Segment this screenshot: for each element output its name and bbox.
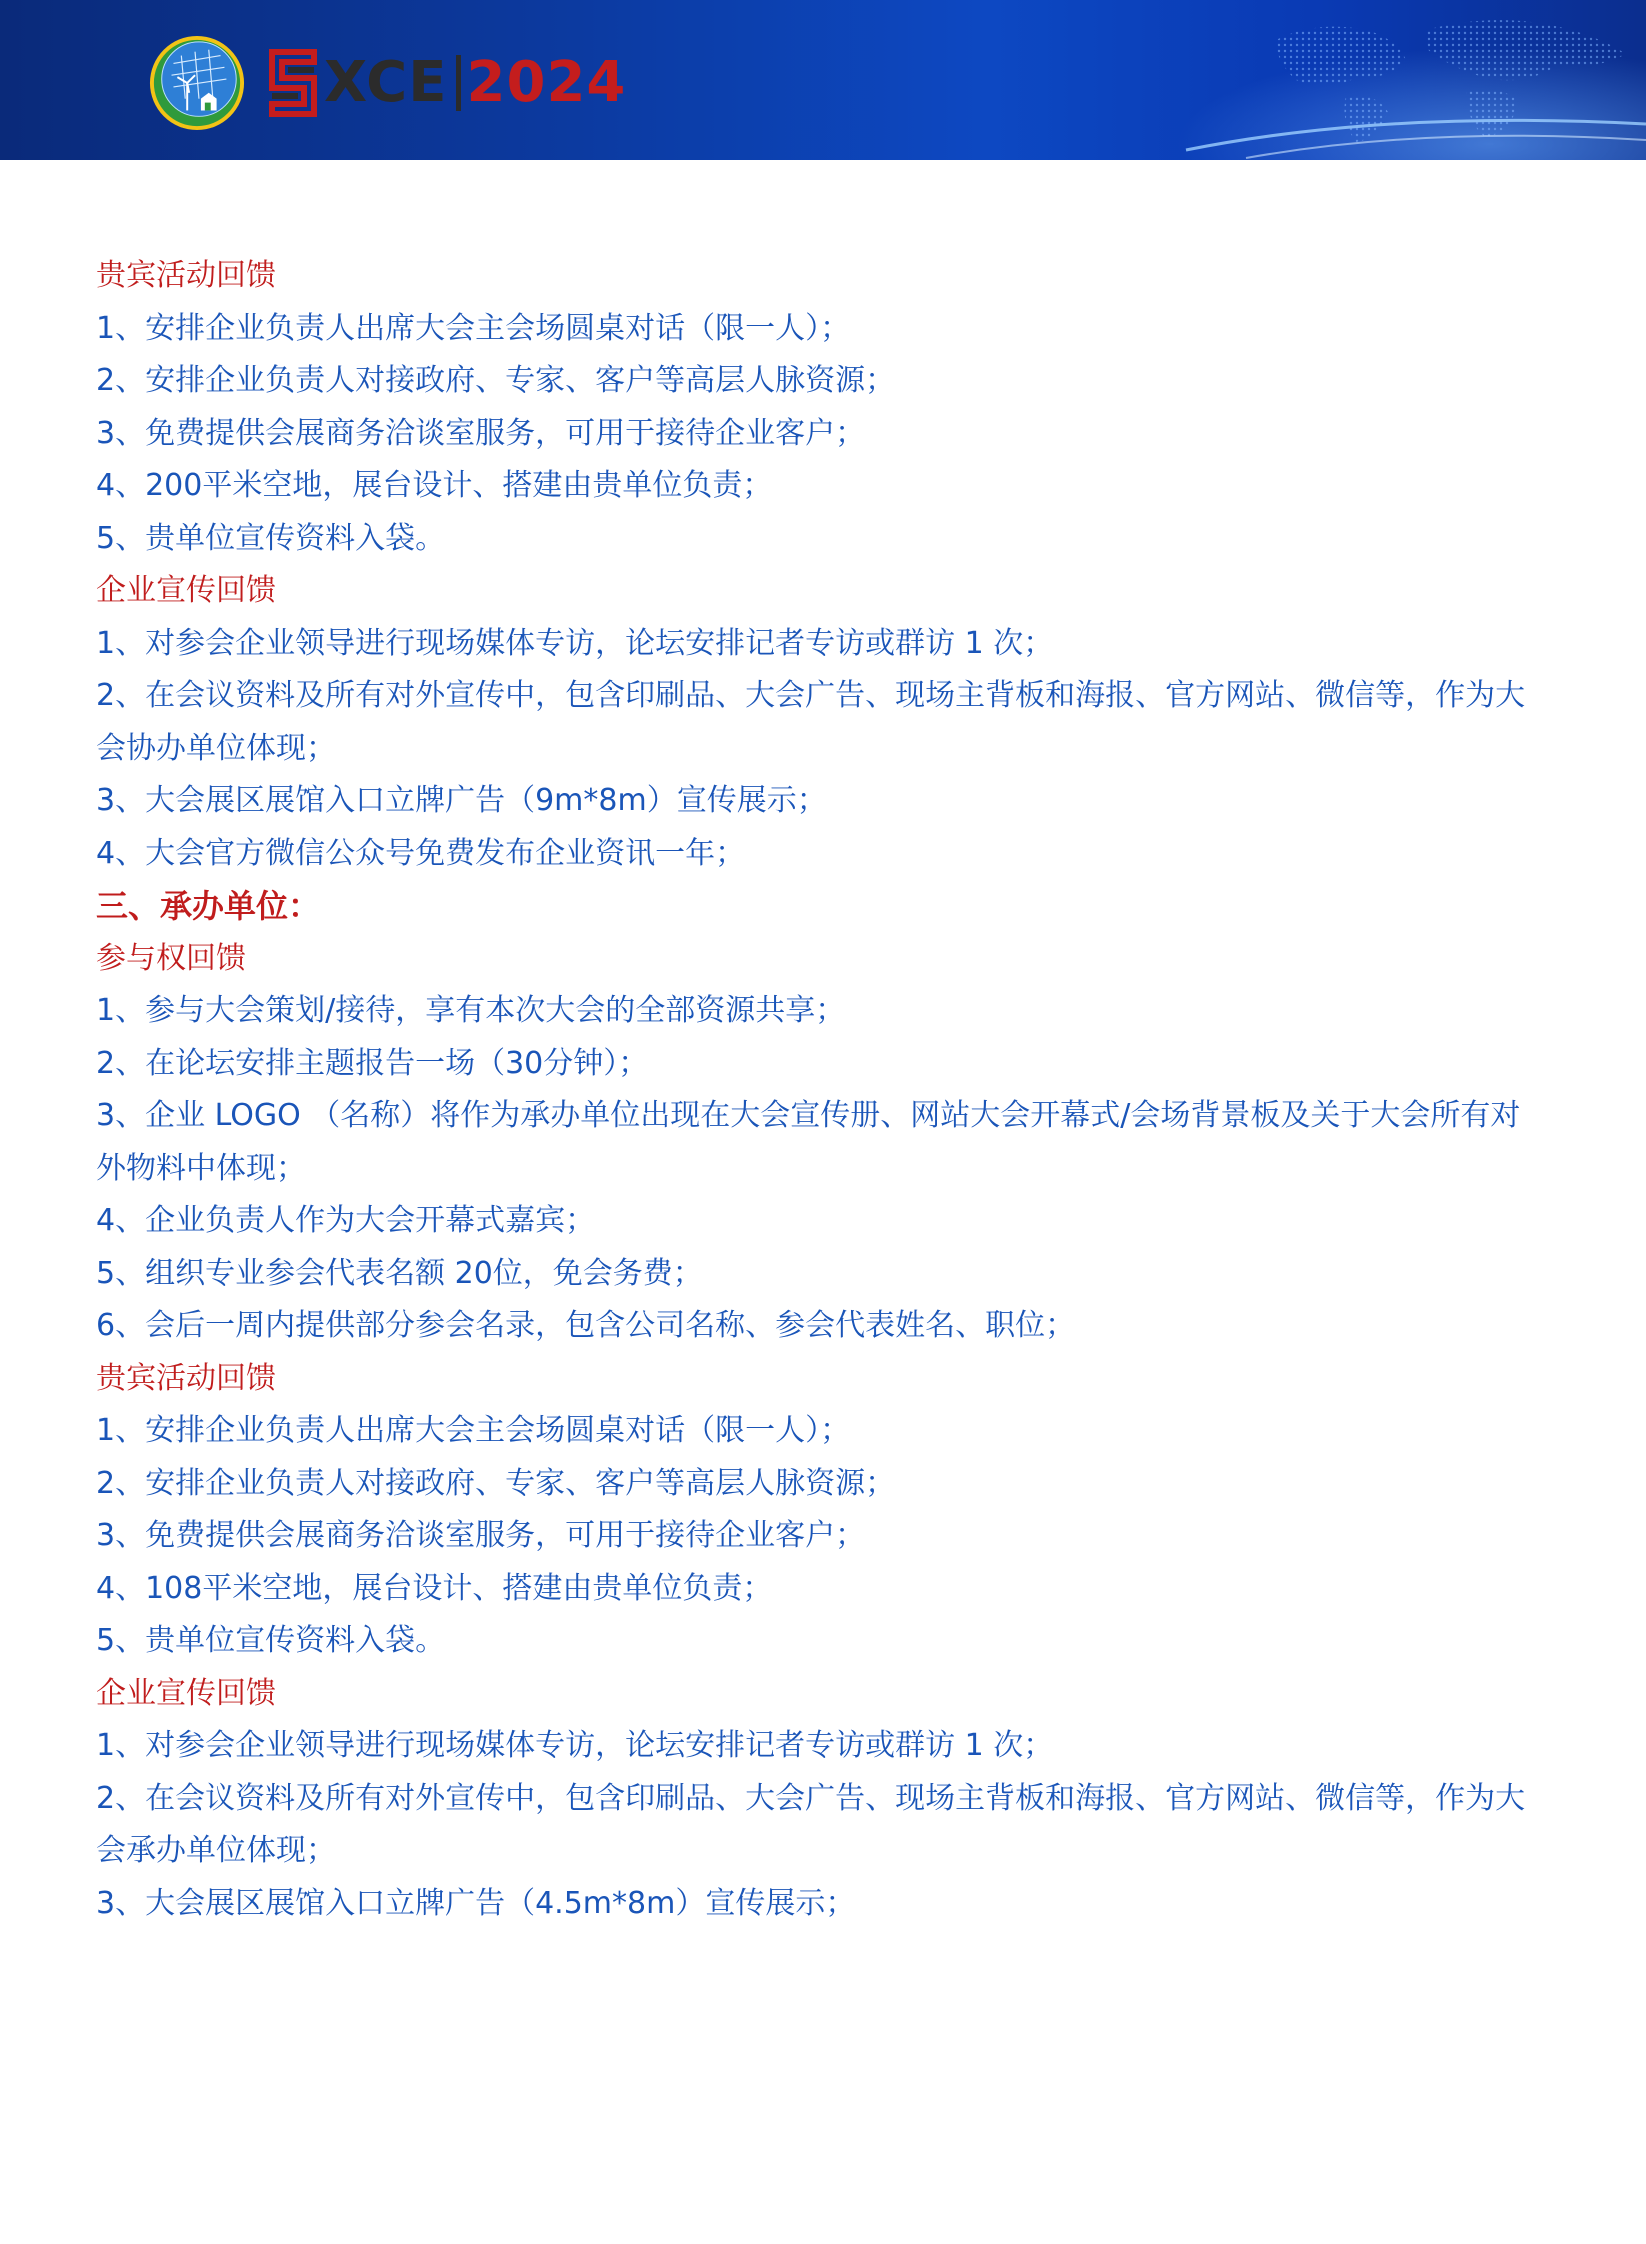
list-item: 3、企业 LOGO （名称）将作为承办单位出现在大会宣传册、网站大会开幕式/会场背景板及关于大会所有对 [96, 1098, 1521, 1133]
list-item: 4、108平米空地，展台设计、搭建由贵单位负责； [96, 1570, 773, 1606]
list-item: 5、组织专业参会代表名额 20位，免会务费； [96, 1255, 703, 1291]
brand-separator [456, 55, 461, 111]
subheading-enterprise-promotion: 企业宣传回馈 [96, 573, 276, 608]
solar-globe-emblem-icon [148, 34, 246, 132]
list-item: 4、大会官方微信公众号免费发布企业资讯一年； [96, 835, 746, 871]
event-logo [148, 34, 626, 132]
subheading-guest-activity: 贵宾活动回馈 [96, 1360, 276, 1396]
section-heading-organizer: 三、承办单位： [96, 887, 321, 925]
list-item: 3、免费提供会展商务洽谈室服务，可用于接待企业客户； [96, 415, 866, 451]
list-item: 2、在会议资料及所有对外宣传中，包含印刷品、大会广告、现场主背板和海报、官方网站、微信等，作为大 [96, 678, 1526, 713]
subheading-participation: 参与权回馈 [96, 940, 246, 976]
header-banner [0, 0, 1646, 160]
list-item: 5、贵单位宣传资料入袋。 [96, 520, 446, 556]
list-item: 3、免费提供会展商务洽谈室服务，可用于接待企业客户； [96, 1518, 866, 1553]
list-item: 6、会后一周内提供部分参会名录，包含公司名称、参会代表姓名、职位； [96, 1308, 1076, 1343]
list-item: 4、企业负责人作为大会开幕式嘉宾； [96, 1203, 596, 1238]
subheading-guest-activity: 贵宾活动回馈 [96, 258, 276, 293]
list-item: 1、参与大会策划/接待，享有本次大会的全部资源共享； [96, 993, 846, 1028]
document-body [96, 250, 1556, 1930]
list-item: 2、安排企业负责人对接政府、专家、客户等高层人脉资源； [96, 363, 896, 398]
list-item: 1、对参会企业领导进行现场媒体专访，论坛安排记者专访或群访 1 次； [96, 1728, 1054, 1763]
brand-year-text: 2024 [466, 50, 627, 115]
list-item: 1、安排企业负责人出席大会主会场圆桌对话（限一人）； [96, 1413, 851, 1448]
world-map-graphic [1126, 0, 1646, 160]
list-item: 1、对参会企业领导进行现场媒体专访，论坛安排记者专访或群访 1 次； [96, 625, 1054, 661]
list-item: 3、大会展区展馆入口立牌广告（4.5m*8m）宣传展示； [96, 1885, 856, 1921]
list-item-continuation: 会承办单位体现； [96, 1833, 336, 1868]
list-item: 5、贵单位宣传资料入袋。 [96, 1623, 446, 1658]
list-item: 4、200平米空地，展台设计、搭建由贵单位负责； [96, 468, 773, 503]
list-item: 2、安排企业负责人对接政府、专家、客户等高层人脉资源； [96, 1465, 896, 1501]
brand-xce-text: XCE [324, 50, 448, 115]
list-item: 2、在会议资料及所有对外宣传中，包含印刷品、大会广告、现场主背板和海报、官方网站、微信等，作为大 [96, 1780, 1526, 1816]
list-item-continuation: 外物料中体现； [96, 1150, 306, 1186]
list-item: 2、在论坛安排主题报告一场（30分钟）； [96, 1045, 649, 1081]
brand-s-mark-icon [268, 48, 320, 118]
list-item-continuation: 会协办单位体现； [96, 730, 336, 766]
list-item: 1、安排企业负责人出席大会主会场圆桌对话（限一人）； [96, 310, 851, 346]
subheading-enterprise-promotion: 企业宣传回馈 [96, 1675, 276, 1711]
list-item: 3、大会展区展馆入口立牌广告（9m*8m）宣传展示； [96, 783, 827, 818]
brand-wordmark [268, 38, 626, 128]
